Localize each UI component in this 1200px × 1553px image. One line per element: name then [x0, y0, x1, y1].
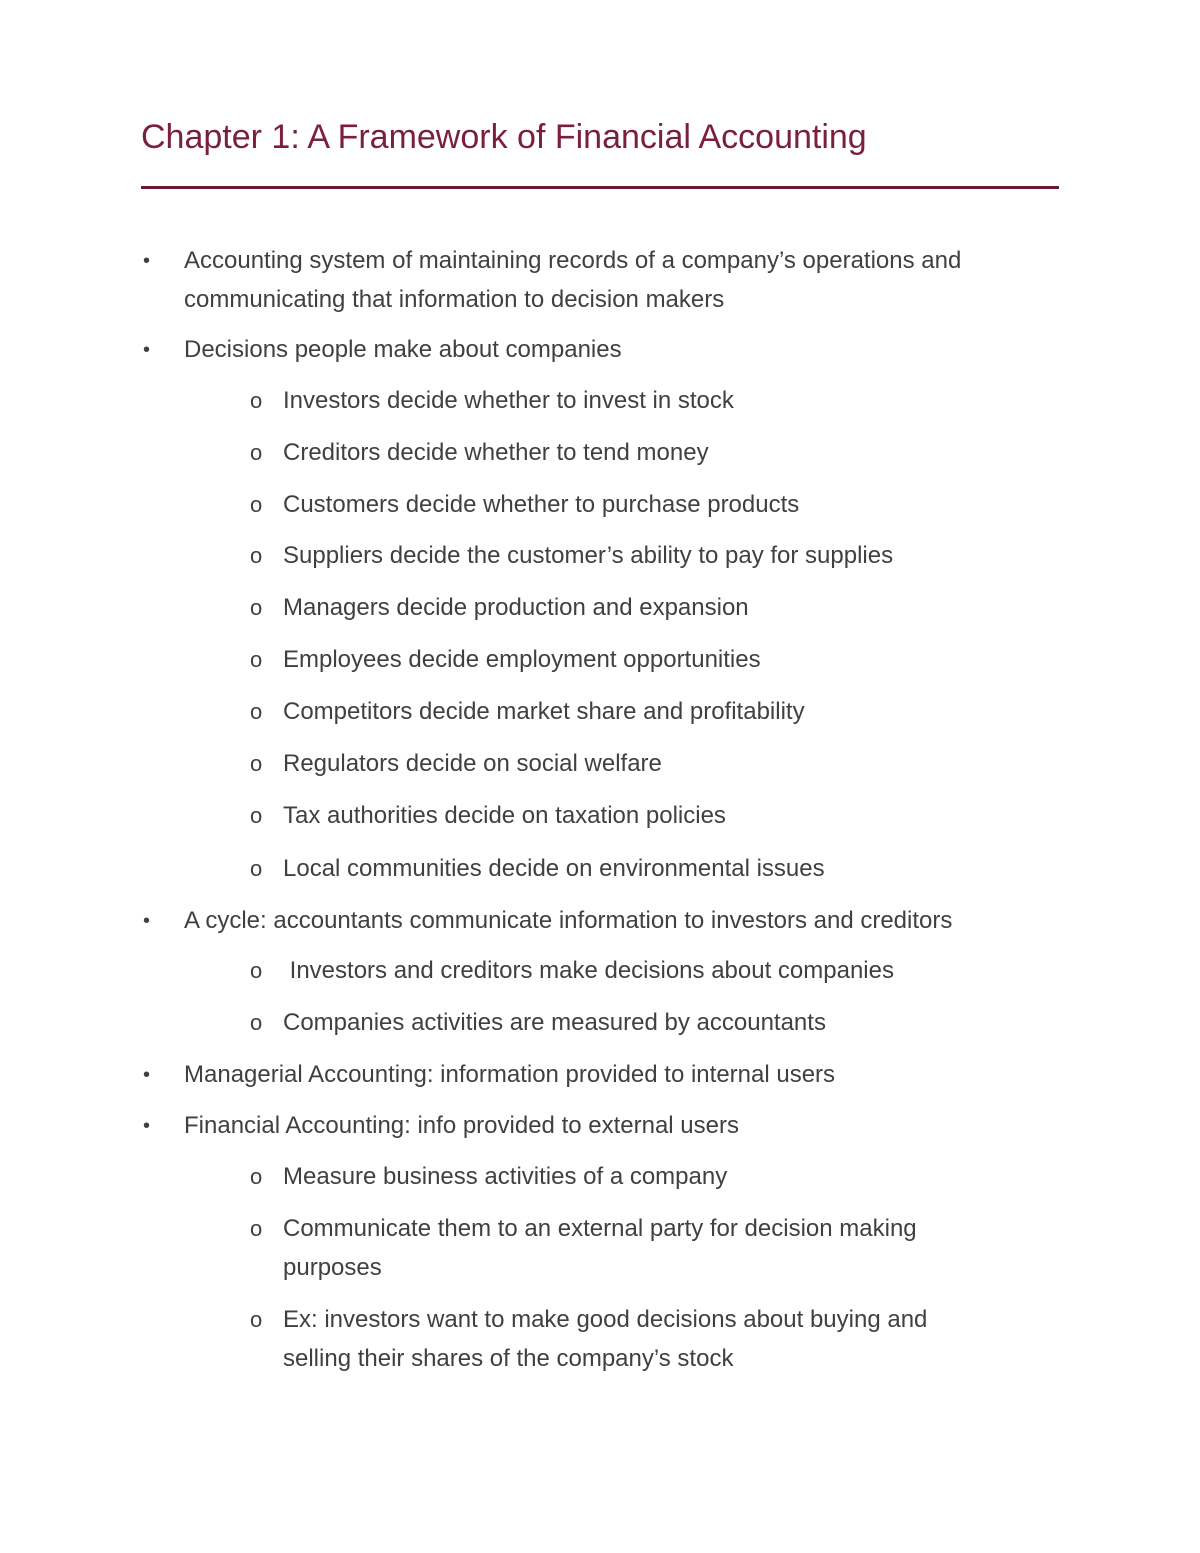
list-item-text: Customers decide whether to purchase products: [283, 491, 800, 518]
sub-bullet-marker: o: [250, 1216, 263, 1241]
list-item-text: Measure business activities of a company: [283, 1163, 728, 1190]
list-item-text: Regulators decide on social welfare: [283, 750, 662, 777]
sub-bullet-marker: o: [250, 958, 263, 983]
sub-bullet-marker: o: [250, 647, 263, 672]
sub-bullet-marker: o: [250, 492, 263, 517]
bullet-marker: •: [143, 339, 151, 361]
sub-bullet-marker: o: [250, 1010, 263, 1035]
sub-bullet-marker: o: [250, 803, 263, 828]
list-item-text: Employees decide employment opportunities: [283, 646, 761, 673]
list-item-text: A cycle: accountants communicate information to investors and creditors: [184, 907, 953, 934]
list-item-text: Accounting system of maintaining records of a company’s operations and: [184, 247, 962, 274]
list-item-text: Tax authorities decide on taxation policies: [283, 802, 726, 829]
list-item-text: Companies activities are measured by accountants: [283, 1009, 826, 1036]
list-item-text: Competitors decide market share and profitability: [283, 698, 805, 725]
sub-bullet-marker: o: [250, 699, 263, 724]
sub-bullet-marker: o: [250, 543, 263, 568]
list-item-text-continued: purposes: [283, 1254, 382, 1281]
list-item-text: Local communities decide on environmental issues: [283, 855, 825, 882]
sub-bullet-marker: o: [250, 1307, 263, 1332]
title-divider: [141, 186, 1059, 189]
list-item-text: Investors decide whether to invest in stock: [283, 387, 734, 414]
list-item-text-continued: communicating that information to decision makers: [184, 286, 725, 313]
sub-bullet-marker: o: [250, 440, 263, 465]
sub-bullet-marker: o: [250, 1164, 263, 1189]
bullet-marker: •: [143, 250, 151, 272]
list-item-text: Suppliers decide the customer’s ability to pay for supplies: [283, 542, 894, 569]
list-item-text: Managerial Accounting: information provided to internal users: [184, 1061, 836, 1088]
sub-bullet-marker: o: [250, 751, 263, 776]
list-item-text: Decisions people make about companies: [184, 336, 622, 363]
page-title: Chapter 1: A Framework of Financial Accounting: [141, 118, 867, 156]
list-item-text: Investors and creditors make decisions about companies: [283, 957, 894, 984]
sub-bullet-marker: o: [250, 856, 263, 881]
list-item-text: Creditors decide whether to tend money: [283, 439, 709, 466]
list-item-text: Ex: investors want to make good decisions about buying and: [283, 1306, 928, 1333]
bullet-marker: •: [143, 910, 151, 932]
bullet-marker: •: [143, 1115, 151, 1137]
list-item-text: Managers decide production and expansion: [283, 594, 749, 621]
list-item-text: Communicate them to an external party for decision making: [283, 1215, 917, 1242]
list-item-text: Financial Accounting: info provided to external users: [184, 1112, 739, 1139]
sub-bullet-marker: o: [250, 595, 263, 620]
sub-bullet-marker: o: [250, 388, 263, 413]
list-item-text-continued: selling their shares of the company’s stock: [283, 1345, 734, 1372]
bullet-marker: •: [143, 1064, 151, 1086]
